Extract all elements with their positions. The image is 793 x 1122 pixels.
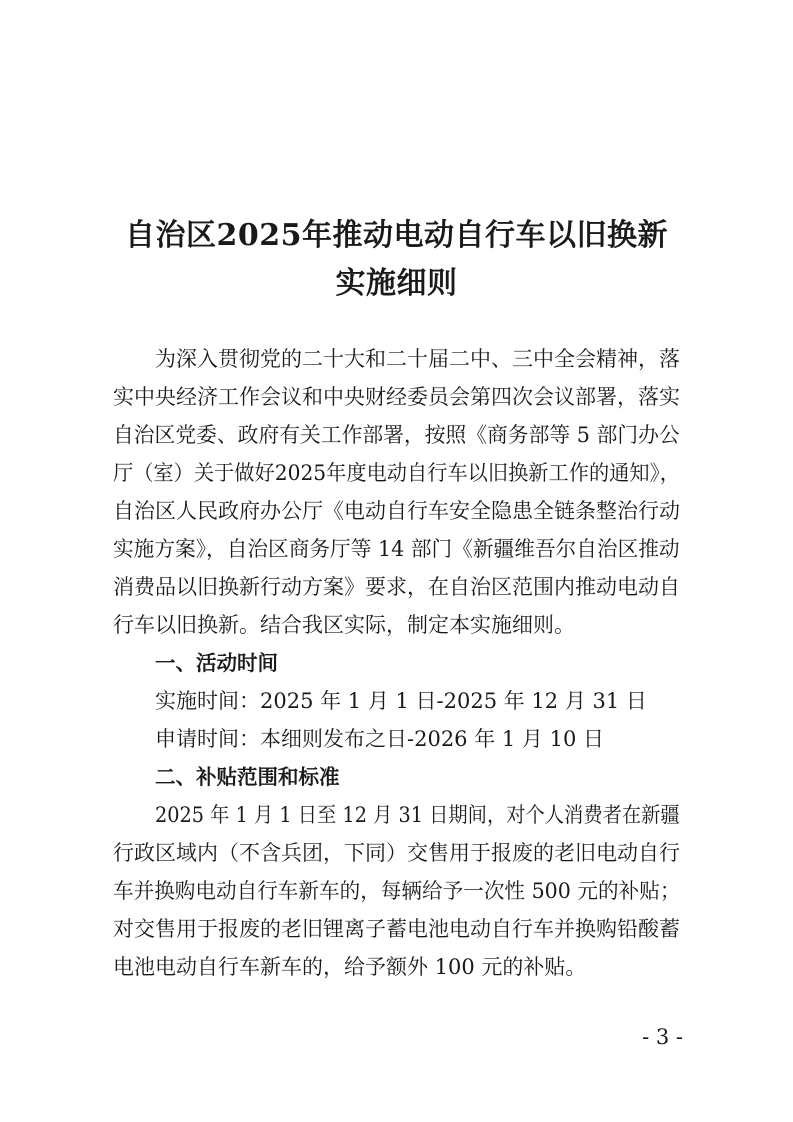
document-title-line-2: 实施细则: [335, 266, 458, 301]
subsidy-line: 行政区域内（不含兵团，下同）交售用于报废的老旧电动自行: [113, 841, 680, 865]
document-title-line-1: 自治区2025年推动电动自行车以旧换新: [125, 218, 668, 253]
intro-line: 厅（室）关于做好2025年度电动自行车以旧换新工作的通知》，: [113, 461, 680, 485]
implementation-time-line: 实施时间：2025 年 1 月 1 日-2025 年 12 月 31 日: [155, 689, 647, 713]
subsidy-line: 2025 年 1 月 1 日至 12 月 31 日期间，对个人消费者在新疆: [155, 803, 680, 827]
application-time-line: 申请时间：本细则发布之日-2026 年 1 月 10 日: [155, 727, 604, 751]
intro-line: 实施方案》，自治区商务厅等 14 部门《新疆维吾尔自治区推动: [113, 537, 680, 561]
intro-line: 消费品以旧换新行动方案》要求，在自治区范围内推动电动自: [113, 575, 680, 599]
section-heading-activity-time: 一、活动时间: [155, 651, 278, 675]
intro-line: 为深入贯彻党的二十大和二十届二中、三中全会精神，落: [155, 347, 680, 371]
subsidy-line: 对交售用于报废的老旧锂离子蓄电池电动自行车并换购铅酸蓄: [113, 917, 680, 941]
page-number: - 3 -: [642, 1025, 683, 1049]
intro-line: 自治区党委、政府有关工作部署，按照《商务部等 5 部门办公: [113, 423, 680, 447]
subsidy-line: 电池电动自行车新车的，给予额外 100 元的补贴。: [113, 955, 587, 979]
intro-line: 自治区人民政府办公厅《电动自行车安全隐患全链条整治行动: [113, 499, 680, 523]
section-heading-subsidy-scope: 二、补贴范围和标准: [155, 765, 340, 789]
subsidy-line: 车并换购电动自行车新车的，每辆给予一次性 500 元的补贴；: [113, 879, 681, 903]
intro-line: 实中央经济工作会议和中央财经委员会第四次会议部署，落实: [113, 385, 680, 409]
intro-line: 行车以旧换新。结合我区实际，制定本实施细则。: [113, 613, 575, 637]
